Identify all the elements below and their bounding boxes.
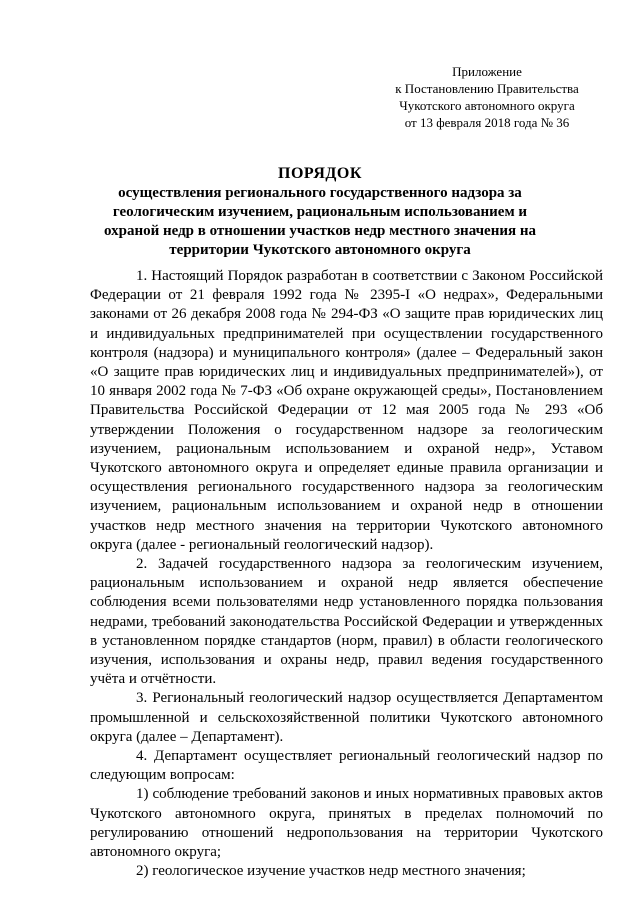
appendix-block [376,63,598,131]
paragraph-1: 1. Настоящий Порядок разработан в соответствии с Законом Российской Федерации от 21 февраля 1992 года № 2395-I «О недрах», Федеральными законами от 26 декабря 2008 года № 294-ФЗ «О защите прав юридических лиц и индивидуальных предпринимателей при осуществлении государственного контроля (надзора) и муниципального контроля» (далее – Федеральный закон «О защите прав юридических лиц и индивидуальных предпринимателей»), от 10 января 2002 года № 7-ФЗ «Об охране окружающей среды», Постановлением Правительства Российской Федерации от 12 мая 2005 года № 293 «Об утверждении Положения о государственном надзоре за геологическим изучением, рациональным использованием и охраной недр», Уставом Чукотского автономного округа и определяет единые правила организации и осуществления регионального государственного надзора за геологическим изучением, рациональным использованием и охраной недр в отношении участков недр местного значения на территории Чукотского автономного округа (далее - региональный геологический надзор). [90,268,603,553]
appendix-line-1: Приложение [452,64,522,79]
paragraph-3: 3. Региональный геологический надзор осуществляется Департаментом промышленной и сельскохозяйственной политики Чукотского автономного округа (далее – Департамент). [90,690,603,745]
document-body [90,267,603,882]
appendix-line-3: Чукотского автономного округа [399,98,575,113]
paragraph-4-item-1: 1) соблюдение требований законов и иных нормативных правовых актов Чукотского автономного округа, принятых в пределах полномочий по регулированию отношений недропользования на территории Чукотского автономного округа; [90,786,603,861]
paragraph-2: 2. Задачей государственного надзора за геологическим изучением, рациональным использованием и охраной недр является обеспечение соблюдения всеми пользователями недр установленного порядка пользования недрами, требований законодательства Российской Федерации и утвержденных в установленном порядке стандартов (норм, правил) в области геологического изучения, использования и охраны недр, правил ведения государственного учёта и отчётности. [90,556,603,688]
paragraph-4: 4. Департамент осуществляет региональный геологический надзор по следующим вопросам: [90,748,603,784]
title-heading: ПОРЯДОК [278,165,362,182]
appendix-line-2: к Постановлению Правительства [395,81,579,96]
paragraph-4-item-2: 2) геологическое изучение участков недр местного значения; [136,863,526,880]
title-subtitle: осуществления регионального государственного надзора за геологическим изучением, рациональным использованием и охраной недр в отношении участков недр местного значения на территории Чукотского автономного округа [103,185,537,258]
document-title [90,164,550,260]
appendix-line-4: от 13 февраля 2018 года № 36 [404,115,570,130]
